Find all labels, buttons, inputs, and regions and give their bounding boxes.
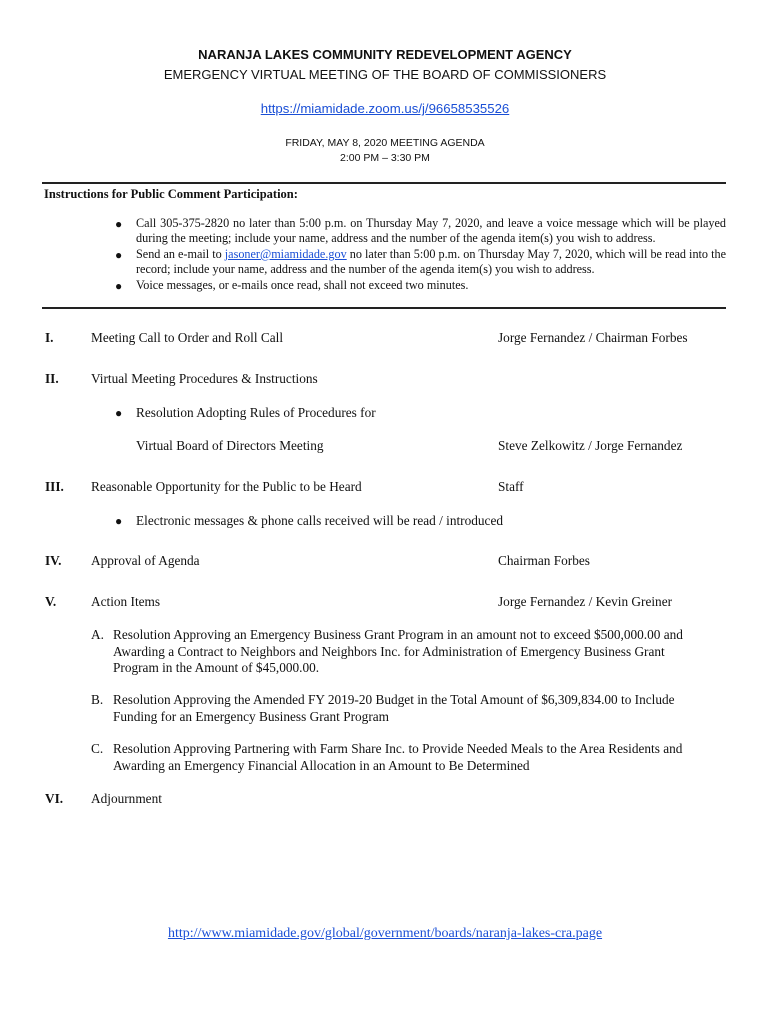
item-number: IV. <box>45 553 62 568</box>
top-divider <box>42 182 726 184</box>
item-title: Virtual Meeting Procedures & Instructions <box>91 371 318 386</box>
meeting-date: FRIDAY, MAY 8, 2020 MEETING AGENDA <box>285 137 485 149</box>
agency-title: NARANJA LAKES COMMUNITY REDEVELOPMENT AGENCY <box>198 47 572 62</box>
meeting-title: EMERGENCY VIRTUAL MEETING OF THE BOARD OF COMMISSIONERS <box>163 67 607 82</box>
sub-item: Electronic messages & phone calls received will be read / introduced <box>136 513 504 528</box>
item-title: Meeting Call to Order and Roll Call <box>91 330 284 345</box>
bullet-icon: ● <box>115 217 123 231</box>
item-presenter: Staff <box>498 479 524 494</box>
item-number: I. <box>45 330 54 345</box>
item-number: V. <box>45 594 57 609</box>
bullet-icon: ● <box>115 514 123 528</box>
sub-item-text: Resolution Approving an Emergency Business Grant Program in an amount not to exceed $500,000.00 and Awarding a Contract to Neighbors and Neighbors Inc. for Administration of Emergency Business Grant Program in the Amount of $45,000.00. <box>113 627 683 675</box>
bullet-icon: ● <box>115 406 123 420</box>
email-text-before: Send an e-mail to <box>136 247 225 261</box>
bottom-divider <box>42 307 726 309</box>
item-title: Action Items <box>91 594 161 609</box>
item-title: Approval of Agenda <box>91 553 200 568</box>
item-presenter: Jorge Fernandez / Chairman Forbes <box>498 330 688 345</box>
bullet-icon: ● <box>115 248 123 262</box>
sub-item: Resolution Adopting Rules of Procedures for <box>136 405 376 420</box>
instruction-limit: Voice messages, or e-mails once read, shall not exceed two minutes. <box>136 278 469 292</box>
item-number: VI. <box>45 791 64 806</box>
sub-item-label: A. <box>91 627 104 642</box>
item-presenter: Jorge Fernandez / Kevin Greiner <box>498 594 673 609</box>
item-presenter: Steve Zelkowitz / Jorge Fernandez <box>498 438 683 453</box>
footer-link[interactable]: http://www.miamidade.gov/global/government/boards/naranja-lakes-cra.page <box>167 926 603 941</box>
item-presenter: Chairman Forbes <box>498 553 590 568</box>
meeting-time: 2:00 PM – 3:30 PM <box>340 152 430 164</box>
sub-item-label: C. <box>91 741 104 756</box>
email-text-after: no later than 5:00 p.m. on Thursday May 7, 2020, which will be read into the record; include your name, address and the number of the agenda item(s) you wish to address. <box>136 247 726 277</box>
bullet-icon: ● <box>115 279 123 293</box>
item-number: III. <box>45 479 64 494</box>
sub-item-text: Resolution Approving the Amended FY 2019-20 Budget in the Total Amount of $6,309,834.00 to Include Funding for an Emergency Business Grant Program <box>113 692 675 724</box>
item-title: Reasonable Opportunity for the Public to be Heard <box>91 479 362 494</box>
sub-item-text: Resolution Approving Partnering with Farm Share Inc. to Provide Needed Meals to the Area Residents and Awarding an Emergency Financial Allocation in an Amount to Be Determined <box>113 741 683 773</box>
sub-item-label: B. <box>91 692 104 707</box>
sub-item-continued: Virtual Board of Directors Meeting <box>136 438 324 453</box>
instruction-email <box>136 247 726 278</box>
email-link[interactable]: jasoner@miamidade.gov <box>224 247 347 261</box>
item-title: Adjournment <box>91 791 162 806</box>
item-number: II. <box>45 371 59 386</box>
instructions-heading: Instructions for Public Comment Participation: <box>44 187 298 201</box>
instruction-call: Call 305-375-2820 no later than 5:00 p.m. on Thursday May 7, 2020, and leave a voice message which will be played during the meeting; include your name, address and the number of the agenda item(s) you wish to address. <box>136 216 726 246</box>
zoom-link[interactable]: https://miamidade.zoom.us/j/96658535526 <box>260 101 510 116</box>
